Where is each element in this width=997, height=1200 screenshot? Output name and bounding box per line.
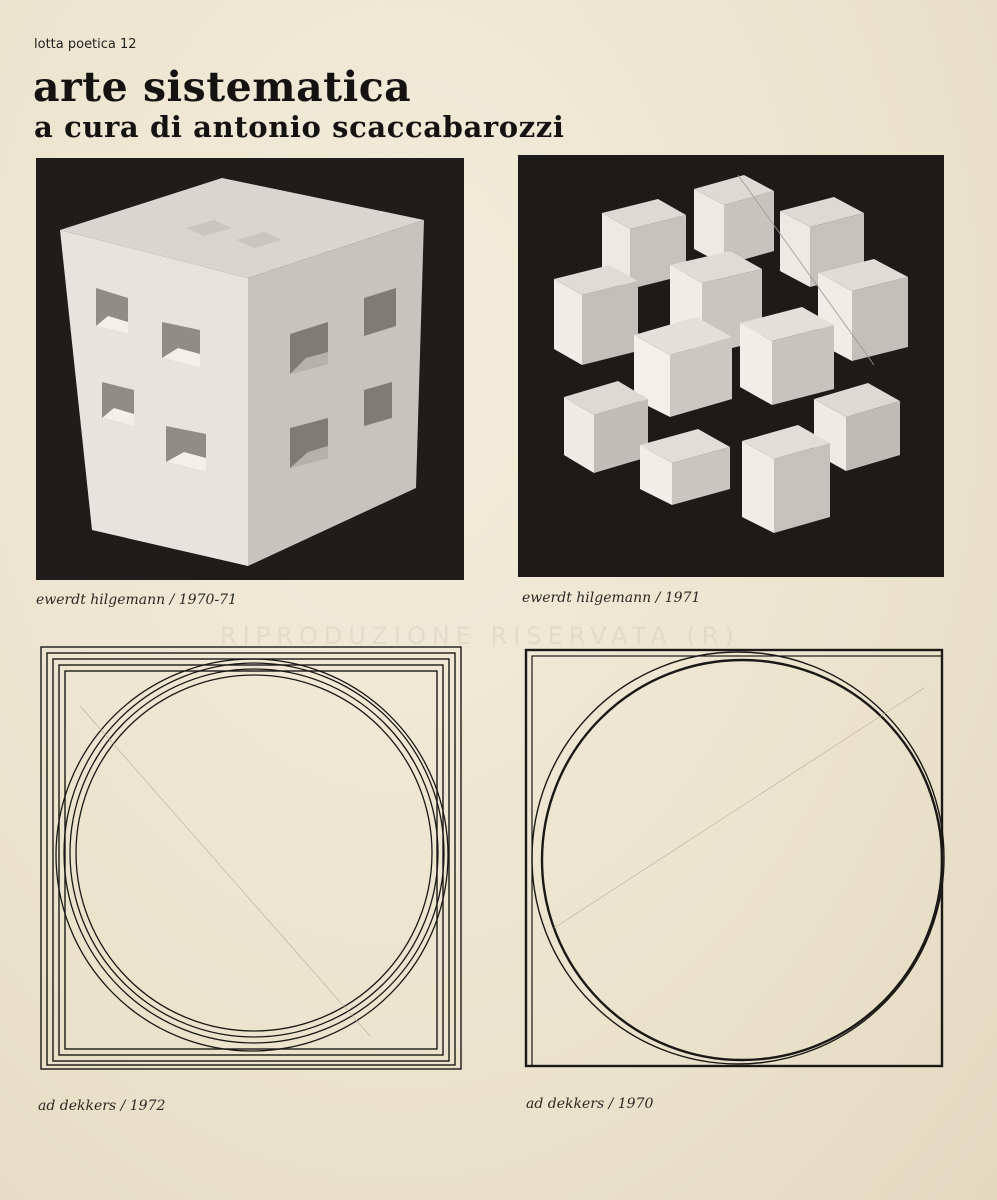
drawing-circle-in-square-1972: [40, 646, 462, 1070]
photo-cubes-sculpture: [518, 155, 944, 577]
dekkers-1972-drawing: [40, 646, 462, 1070]
caption-figure-3: ad dekkers / 1972: [38, 1098, 166, 1114]
caption-figure-2: ewerdt hilgemann / 1971: [522, 590, 701, 606]
cubes-sculpture-image: [518, 155, 944, 577]
page-title: arte sistematica: [33, 63, 412, 111]
caption-figure-4: ad dekkers / 1970: [526, 1096, 654, 1112]
drawing-circle-in-square-1970: [524, 648, 946, 1070]
cube-sculpture-image: [36, 158, 464, 580]
magazine-header: lotta poetica 12: [34, 37, 137, 52]
page-subtitle: a cura di antonio scaccabarozzi: [34, 110, 565, 144]
photo-cube-sculpture: [36, 158, 464, 580]
watermark-text: RIPRODUZIONE RISERVATA (R): [220, 622, 740, 650]
caption-figure-1: ewerdt hilgemann / 1970-71: [36, 592, 237, 608]
dekkers-1970-drawing: [524, 648, 946, 1070]
